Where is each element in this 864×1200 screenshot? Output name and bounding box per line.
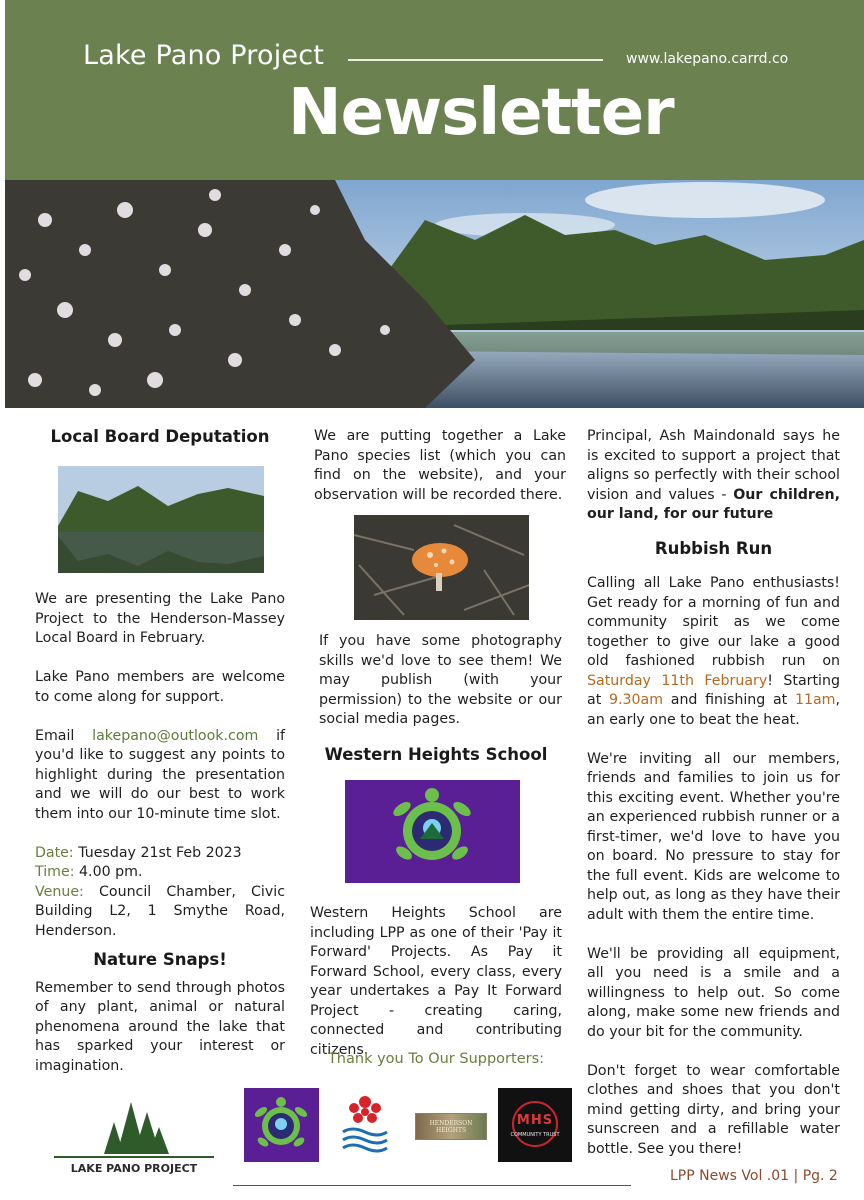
pohutukawa-waves-logo bbox=[340, 1092, 390, 1154]
email-suffix: if you'd like to suggest any points to highlight during the presentation and we will do our best to work them into our 10-minute time slot. bbox=[35, 727, 286, 822]
rubbish-run-reminder: Don't forget to wear comfortable clothes and shoes that you don't mind getting dirty, and bring your sunscreen and a refillable water bottle. See you there! bbox=[587, 1062, 840, 1157]
rubbish-run-start-text: ! Starting at bbox=[587, 672, 840, 708]
school-motto: Our children, our land, for our future bbox=[587, 486, 841, 522]
rubbish-run-equipment: We'll be providing all equipment, all you need is a smile and a willingness to help out. So come along, make some new friends and do your bit for the community. bbox=[587, 945, 840, 1040]
rubbish-run-end-time: 11am bbox=[794, 692, 836, 708]
western-heights-paragraph: Western Heights School are including LPP as one of their 'Pay it Forward' Projects. As Pay it Forward School, every class, every year undertakes a Pay It Forward Project - creating caring, connected and contributing citizens. bbox=[310, 905, 562, 1058]
photography-paragraph: If you have some photography skills we'd love to see them! We may publish (with your permission) to the website or our social media pages. bbox=[319, 633, 562, 727]
heading-rubbish-run: Rubbish Run bbox=[654, 539, 773, 558]
email-prefix: Email bbox=[35, 727, 75, 744]
henderson-heights-logo bbox=[415, 1113, 487, 1140]
rubbish-run-finish-text: and finishing at bbox=[670, 692, 788, 708]
rubbish-run-intro bbox=[587, 574, 840, 730]
time-label: Time: bbox=[35, 864, 75, 880]
rubbish-run-heat-text: , an early one to beat the heat. bbox=[587, 692, 841, 728]
western-heights-logo bbox=[345, 780, 520, 883]
local-board-welcome: Lake Pano members are welcome to come along for support. bbox=[35, 669, 285, 705]
venue-value: Council Chamber, Civic Building L2, 1 Smythe Road, Henderson. bbox=[35, 883, 286, 939]
footer-divider bbox=[233, 1185, 631, 1186]
time-value: 4.00 pm. bbox=[79, 864, 143, 880]
species-list-paragraph: We are putting together a Lake Pano species list (which you can find on the website), and your observation will be recorded there. bbox=[314, 428, 566, 503]
principal-quote: Principal, Ash Maindonald says he is excited to support a project that aligns so perfectly with their school vision and values - bbox=[587, 428, 840, 503]
lake-pano-project-logo bbox=[54, 1092, 214, 1178]
local-board-text bbox=[35, 590, 285, 941]
nature-snaps-text: Remember to send through photos of any plant, animal or natural phenomena around the lake that has sparked your interest or imagination. bbox=[35, 979, 285, 1074]
rubbish-run-text bbox=[587, 574, 840, 1159]
local-board-intro: We are presenting the Lake Pano Project to the Henderson-Massey Local Board in February. bbox=[35, 591, 285, 646]
mhs-logo-letters: MHS bbox=[516, 1113, 554, 1128]
heading-nature-snaps: Nature Snaps! bbox=[93, 950, 227, 969]
date-label: Date: bbox=[35, 844, 74, 861]
event-venue bbox=[35, 883, 285, 942]
lake-pano-project-logo-text: LAKE PANO PROJECT bbox=[70, 1162, 198, 1175]
principal-text bbox=[587, 427, 840, 525]
western-heights-section bbox=[310, 745, 562, 765]
supporters-heading: Thank you To Our Supporters: bbox=[327, 1051, 545, 1067]
western-heights-text bbox=[310, 904, 562, 1060]
hero-lake-photo bbox=[5, 180, 864, 408]
rubbish-run-date: Saturday 11th February bbox=[587, 672, 768, 689]
species-list-text bbox=[314, 427, 566, 505]
heading-local-board: Local Board Deputation bbox=[50, 427, 270, 446]
school-supporter-logo bbox=[244, 1088, 319, 1162]
event-date bbox=[35, 844, 285, 864]
project-title: Lake Pano Project bbox=[83, 40, 325, 71]
newsletter-title: Newsletter bbox=[288, 76, 674, 150]
date-value: Tuesday 21st Feb 2023 bbox=[78, 844, 242, 861]
rubbish-run-section bbox=[587, 539, 840, 559]
local-board-email-paragraph bbox=[35, 727, 285, 825]
rubbish-run-invite: We're inviting all our members, friends and families to join us for this exciting event. Whether you're an experienced rubbish runner or a first-timer, we'd love to have you on board. No pressure to stay for the full event. Kids are welcome to help out, as long as they have their adult with them the entire time. bbox=[587, 750, 840, 923]
event-time bbox=[35, 863, 285, 883]
heading-western-heights: Western Heights School bbox=[324, 745, 548, 764]
column-left bbox=[35, 427, 285, 447]
website-link[interactable]: www.lakepano.carrd.co bbox=[626, 51, 789, 67]
mushroom-photo bbox=[354, 515, 529, 620]
email-link[interactable]: lakepano@outlook.com bbox=[92, 727, 259, 744]
mhs-community-trust-logo bbox=[498, 1088, 572, 1162]
photography-text bbox=[319, 632, 562, 730]
local-board-photo bbox=[58, 466, 264, 573]
nature-snaps-section bbox=[35, 950, 285, 1076]
header-divider bbox=[348, 59, 603, 61]
rubbish-run-intro-text: Calling all Lake Pano enthusiasts! Get ready for a morning of fun and community spirit as we come together to give our lake a good old fashioned rubbish run on bbox=[587, 575, 840, 669]
henderson-heights-logo-text: HENDERSON HEIGHTS bbox=[429, 1119, 473, 1134]
principal-paragraph bbox=[587, 427, 840, 525]
rubbish-run-start-time: 9.30am bbox=[608, 692, 664, 708]
page-footer: LPP News Vol .01 | Pg. 2 bbox=[670, 1168, 838, 1184]
venue-label: Venue: bbox=[35, 883, 84, 900]
mhs-logo-subtitle: COMMUNITY TRUST bbox=[510, 1132, 560, 1138]
